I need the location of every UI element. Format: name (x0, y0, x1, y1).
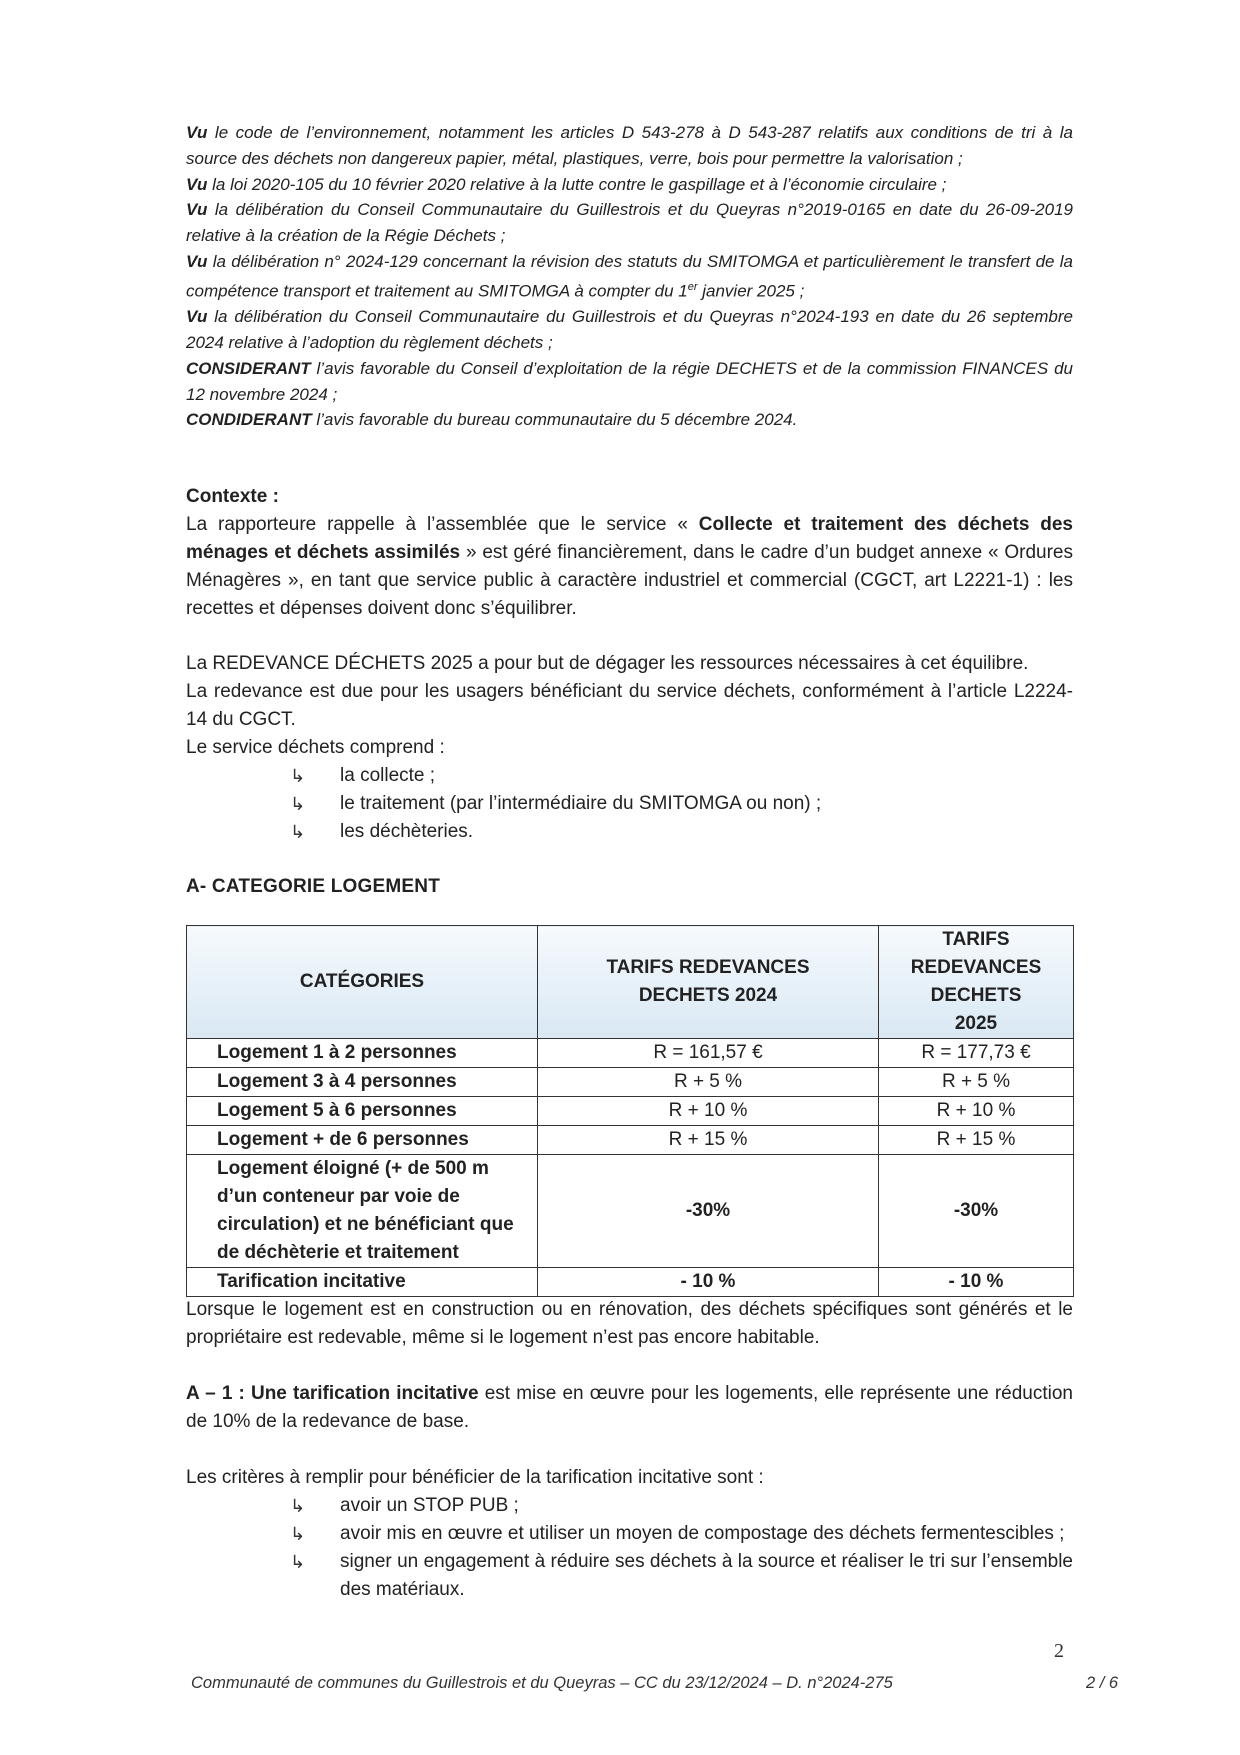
vu-paragraph: Vu la délibération n° 2024-129 concernant la révision des statuts du SMITOMGA et particulièrement le transfert de la compétence transport et traitement au SMITOMGA à compter du 1er janvier 2025 ; (186, 251, 1073, 301)
table-cell: -30% (538, 1155, 879, 1268)
table-cell: Logement 1 à 2 personnes (187, 1039, 538, 1068)
column-header: TARIFS REDEVANCES DECHETS 2025 (879, 926, 1074, 1039)
list-item: ↳ les déchèteries. (290, 818, 990, 846)
considerant-paragraph: CONDIDERANT l’avis favorable du bureau communautaire du 5 décembre 2024. (186, 410, 798, 430)
arrow-icon: ↳ (290, 766, 306, 786)
table-row (187, 1039, 1074, 1068)
column-header: TARIFS REDEVANCES DECHETS 2024 (538, 926, 879, 1039)
list-item: ↳ signer un engagement à réduire ses déchets à la source et réaliser le tri sur l’ensemble des matériaux. (290, 1548, 1073, 1604)
arrow-icon: ↳ (290, 794, 306, 814)
contexte-section (186, 483, 1073, 623)
table-header-row (187, 926, 1074, 1039)
construction-paragraph: Lorsque le logement est en construction ou en rénovation, des déchets spécifiques sont générés et le propriétaire est redevable, même si le logement n’est pas encore habitable. (186, 1299, 1073, 1348)
table-cell: Tarification incitative (187, 1268, 538, 1297)
criteres-list (290, 1492, 1073, 1604)
table-cell: -30% (879, 1155, 1074, 1268)
table-cell: Logement 3 à 4 personnes (187, 1068, 538, 1097)
vu-paragraph: Vu la loi 2020-105 du 10 février 2020 relative à la lutte contre le gaspillage et à l’économie circulaire ; (186, 174, 947, 194)
table-cell: R + 15 % (538, 1126, 879, 1155)
list-item: ↳ avoir un STOP PUB ; (290, 1492, 1073, 1520)
tarifs-table (186, 925, 1074, 1297)
contexte-heading: Contexte : (186, 486, 279, 507)
redevance-paragraph: La redevance est due pour les usagers bénéficiant du service déchets, conformément à l’article L2224-14 du CGCT. (186, 681, 1073, 730)
redevance-paragraph: Le service déchets comprend : (186, 737, 445, 758)
considerant-paragraph: CONSIDERANT l’avis favorable du Conseil d’exploitation de la régie DECHETS et de la commission FINANCES du 12 novembre 2024 ; (186, 358, 1073, 404)
list-item: ↳ la collecte ; (290, 762, 990, 790)
arrow-icon: ↳ (290, 822, 306, 842)
arrow-icon: ↳ (290, 1524, 306, 1544)
table-cell: R = 161,57 € (538, 1039, 879, 1068)
section-heading: A- CATEGORIE LOGEMENT (186, 876, 441, 897)
table-row (187, 1068, 1074, 1097)
column-header: CATÉGORIES (187, 926, 538, 1039)
table-row (187, 1268, 1074, 1297)
table-cell: R + 10 % (538, 1097, 879, 1126)
table-cell: R + 15 % (879, 1126, 1074, 1155)
arrow-icon: ↳ (290, 1552, 306, 1572)
list-item: ↳ avoir mis en œuvre et utiliser un moyen de compostage des déchets fermentescibles ; (290, 1520, 1073, 1548)
redevance-paragraph: La REDEVANCE DÉCHETS 2025 a pour but de dégager les ressources nécessaires à cet équilibre. (186, 653, 1029, 674)
vu-block (186, 120, 1073, 433)
table-row (187, 1155, 1074, 1268)
table-row (187, 1126, 1074, 1155)
table-cell: - 10 % (538, 1268, 879, 1297)
table-cell: Logement éloigné (+ de 500 m d’un conteneur par voie de circulation) et ne bénéficiant que de déchèterie et traitement (187, 1155, 538, 1268)
contexte-paragraph: La rapporteure rappelle à l’assemblée que le service « Collecte et traitement des déchets des ménages et déchets assimilés » est géré financièrement, dans le cadre d’un budget annexe « Ordures Ménagères », en tant que service public à caractère industriel et commercial (CGCT, art L2221-1) : les recettes et dépenses doivent donc s’équilibrer. (186, 514, 1073, 619)
table-cell: R + 10 % (879, 1097, 1074, 1126)
table-cell: Logement 5 à 6 personnes (187, 1097, 538, 1126)
vu-paragraph: Vu la délibération du Conseil Communautaire du Guillestrois et du Queyras n°2019-0165 en date du 26-09-2019 relative à la création de la Régie Déchets ; (186, 200, 1073, 246)
vu-paragraph: Vu le code de l’environnement, notamment les articles D 543-278 à D 543-287 relatifs aux conditions de tri à la source des déchets non dangereux papier, métal, plastiques, verre, bois pour permettre la valorisation ; (186, 123, 1073, 168)
a1-paragraph: A – 1 : Une tarification incitative est mise en œuvre pour les logements, elle représente une réduction de 10% de la redevance de base. (186, 1383, 1073, 1432)
list-item: ↳ le traitement (par l’intermédiaire du SMITOMGA ou non) ; (290, 790, 990, 818)
redevance-section (186, 650, 1073, 762)
footer-text: Communauté de communes du Guillestrois et du Queyras – CC du 23/12/2024 – D. n°2024-275 (191, 1674, 893, 1692)
table-cell: R + 5 % (538, 1068, 879, 1097)
table-row (187, 1097, 1074, 1126)
vu-paragraph: Vu la délibération du Conseil Communautaire du Guillestrois et du Queyras n°2024-193 en date du 26 septembre 2024 relative à l’adoption du règlement déchets ; (186, 307, 1073, 353)
arrow-icon: ↳ (290, 1496, 306, 1516)
criteres-intro: Les critères à remplir pour bénéficier de la tarification incitative sont : (186, 1467, 764, 1488)
table-cell: R = 177,73 € (879, 1039, 1074, 1068)
table-cell: - 10 % (879, 1268, 1074, 1297)
table-cell: Logement + de 6 personnes (187, 1126, 538, 1155)
page-counter: 2 / 6 (1086, 1674, 1119, 1692)
table-cell: R + 5 % (879, 1068, 1074, 1097)
service-list (290, 762, 990, 846)
page-number: 2 (1054, 1640, 1064, 1662)
